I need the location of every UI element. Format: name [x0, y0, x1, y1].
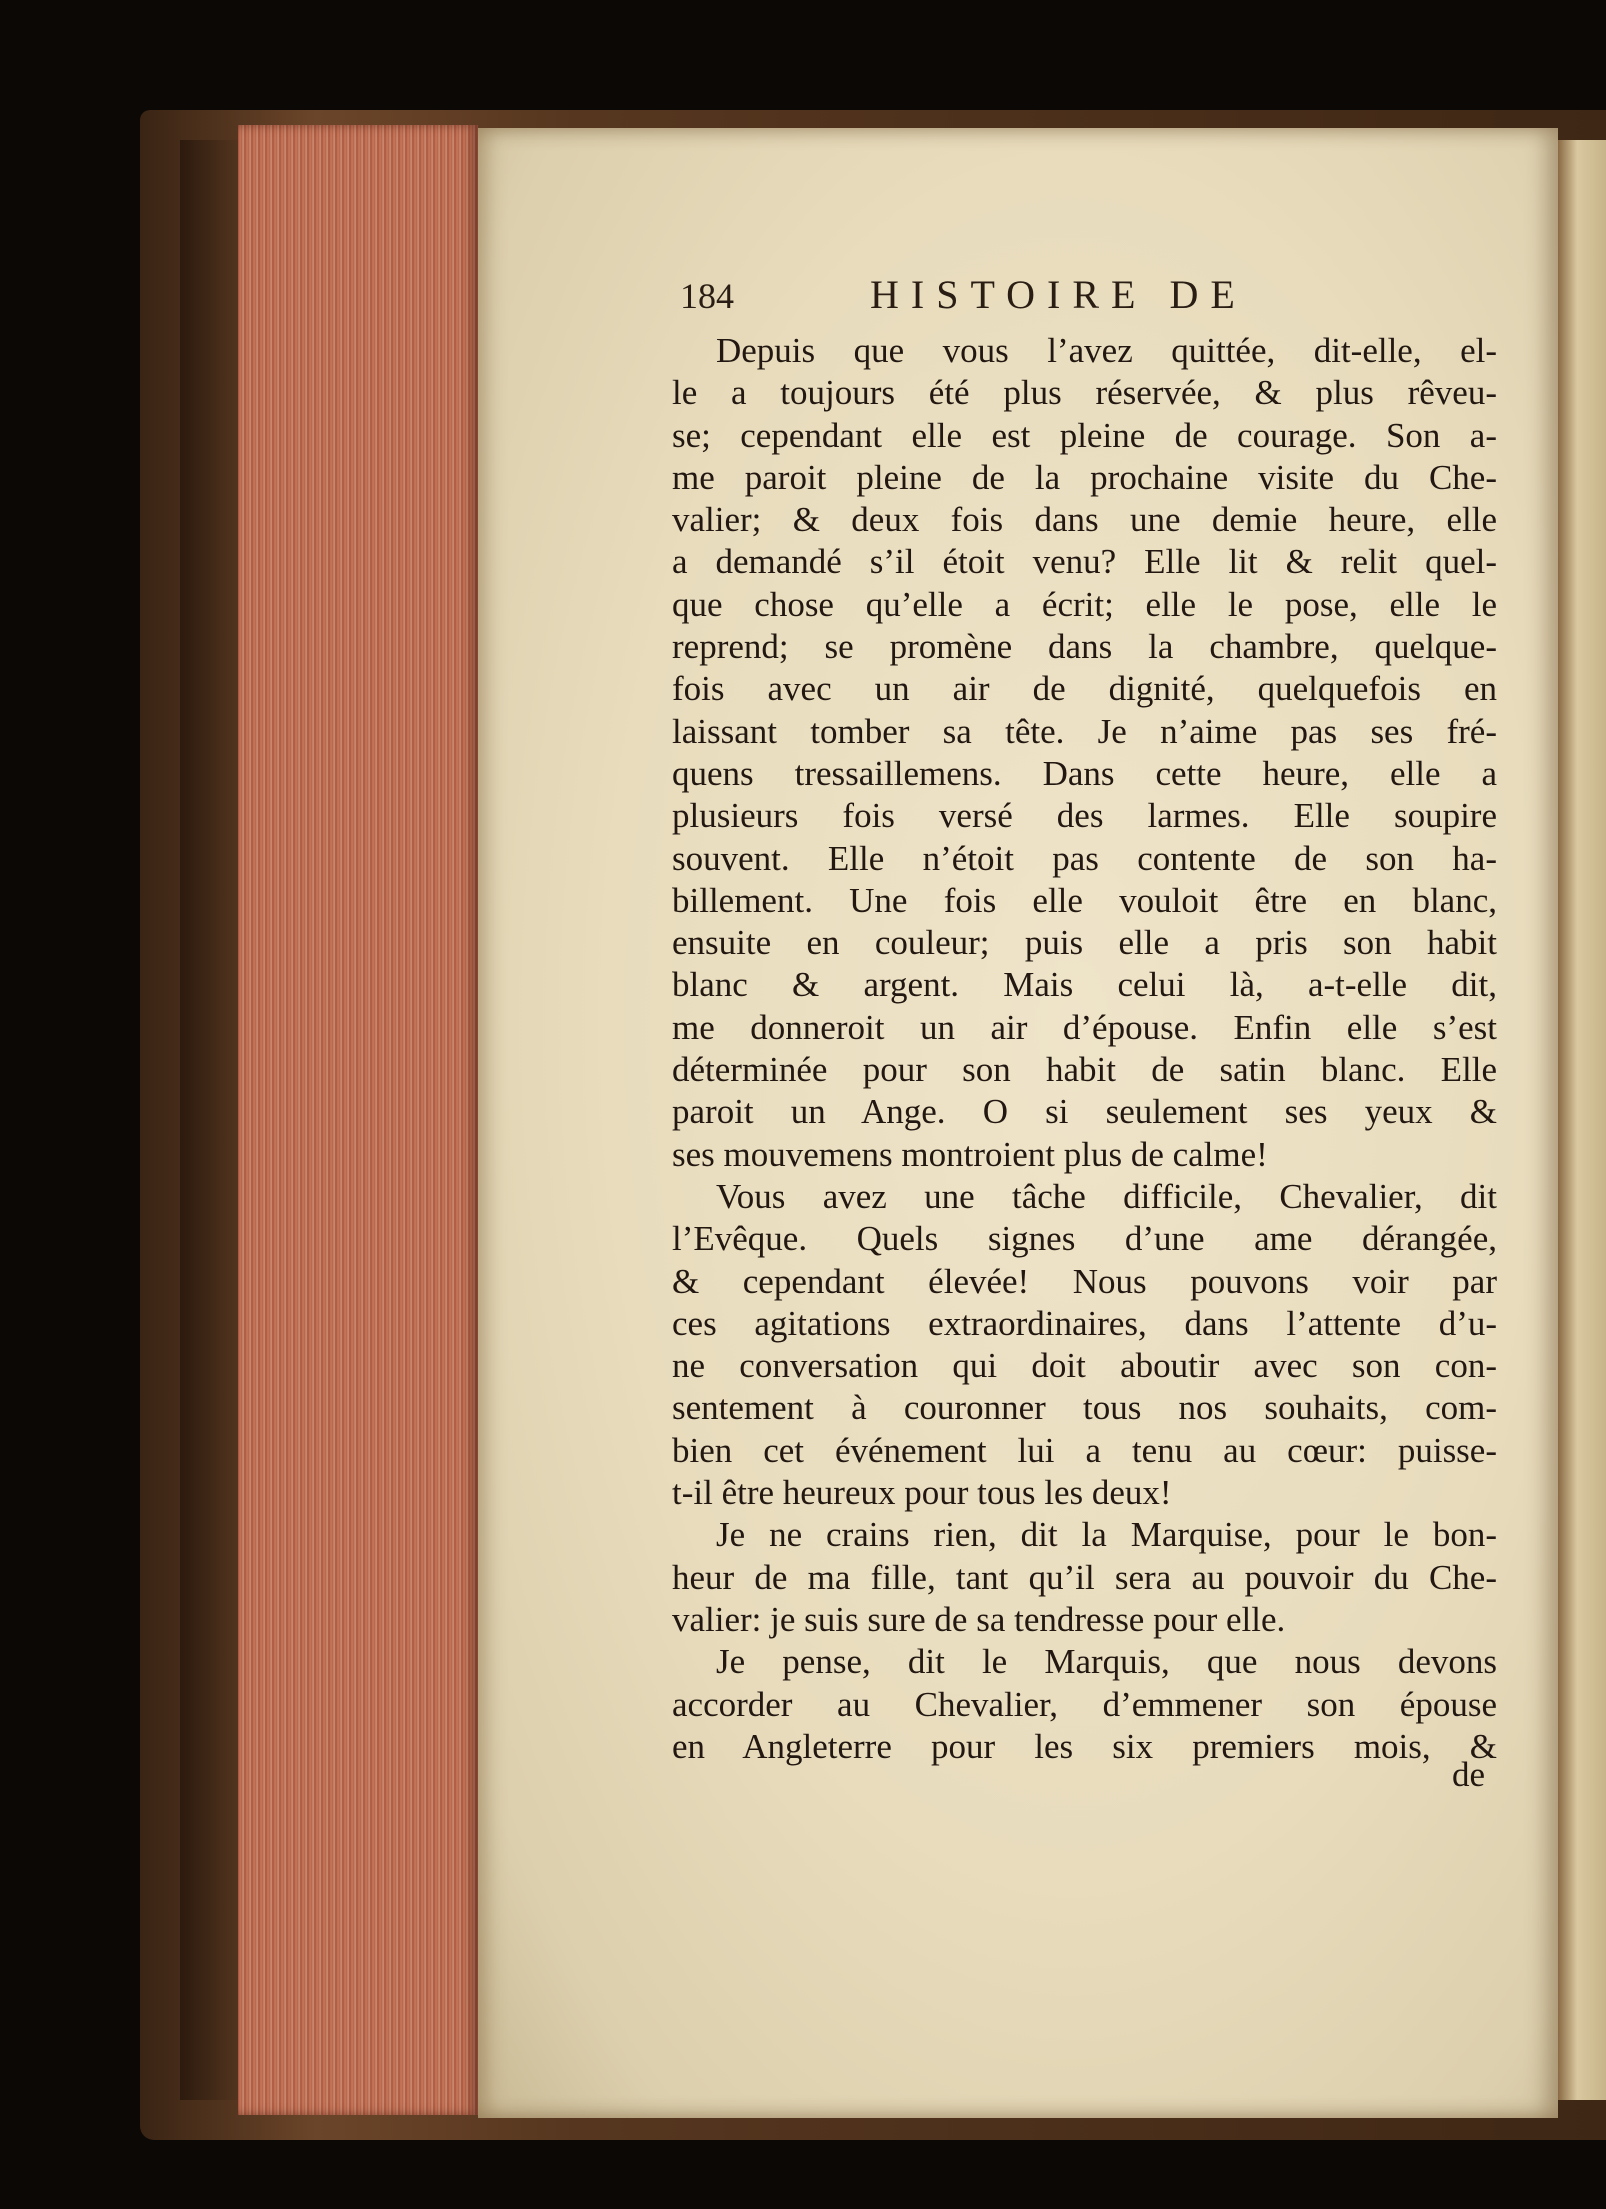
text-line: paroit un Ange. O si seulement ses yeux &: [672, 1092, 1497, 1132]
text-line: valier; & deux fois dans une demie heure, elle: [672, 500, 1497, 540]
text-line: se; cependant elle est pleine de courage. Son a-: [672, 415, 1497, 455]
text-line: que chose qu’elle a écrit; elle le pose, elle le: [672, 584, 1497, 624]
text-line: sentement à couronner tous nos souhaits, com-: [672, 1388, 1497, 1428]
text-line: a demandé s’il étoit venu? Elle lit & relit quel-: [672, 542, 1497, 582]
text-line: reprend; se promène dans la chambre, quelque-: [672, 627, 1497, 667]
facing-page-edge: [1558, 140, 1606, 2100]
page-edges: [238, 125, 478, 2115]
text-line: laissant tomber sa tête. Je n’aime pas ses fré-: [672, 711, 1497, 751]
text-line: Je pense, dit le Marquis, que nous devons: [716, 1642, 1497, 1682]
text-line: ces agitations extraordinaires, dans l’attente d’u-: [672, 1303, 1497, 1343]
page-header: [680, 272, 1440, 325]
text-line: blanc & argent. Mais celui là, a-t-elle dit,: [672, 965, 1497, 1005]
text-line: en Angleterre pour les six premiers mois, &: [672, 1726, 1497, 1766]
text-line: me donneroit un air d’épouse. Enfin elle s’est: [672, 1007, 1497, 1047]
text-line: ensuite en couleur; puis elle a pris son habit: [672, 923, 1497, 963]
text-line: valier: je suis sure de sa tendresse pour elle.: [672, 1599, 1286, 1639]
text-line: le a toujours été plus réservée, & plus rêveu-: [672, 373, 1497, 413]
text-line: heur de ma fille, tant qu’il sera au pouvoir du Che-: [672, 1557, 1497, 1597]
text-line: souvent. Elle n’étoit pas contente de son ha-: [672, 838, 1497, 878]
text-line: Vous avez une tâche difficile, Chevalier, dit: [716, 1176, 1497, 1216]
text-line: Depuis que vous l’avez quittée, dit-elle, el-: [716, 331, 1497, 370]
running-title: HISTOIRE DE: [870, 272, 1247, 317]
text-line: Je ne crains rien, dit la Marquise, pour le bon-: [716, 1515, 1497, 1555]
text-line: plusieurs fois versé des larmes. Elle soupire: [672, 796, 1497, 836]
page-number: 184: [680, 276, 734, 316]
text-line: ne conversation qui doit aboutir avec son con-: [672, 1346, 1497, 1386]
text-line: déterminée pour son habit de satin blanc. Elle: [672, 1050, 1497, 1090]
text-line: me paroit pleine de la prochaine visite du Che-: [672, 457, 1497, 497]
body-text: [672, 330, 1497, 1768]
text-line: ses mouvemens montroient plus de calme!: [672, 1134, 1268, 1174]
catchword: de: [1452, 1755, 1486, 1794]
text-line: billement. Une fois elle vouloit être en blanc,: [672, 880, 1497, 920]
text-line: & cependant élevée! Nous pouvons voir par: [672, 1261, 1497, 1301]
text-line: t-il être heureux pour tous les deux!: [672, 1473, 1172, 1513]
text-line: bien cet événement lui a tenu au cœur: puisse-: [672, 1430, 1497, 1470]
text-line: accorder au Chevalier, d’emmener son épouse: [672, 1684, 1497, 1724]
text-line: fois avec un air de dignité, quelquefois en: [672, 669, 1497, 709]
text-line: quens tressaillemens. Dans cette heure, elle a: [672, 753, 1497, 793]
text-line: l’Evêque. Quels signes d’une ame dérangée,: [672, 1219, 1497, 1259]
